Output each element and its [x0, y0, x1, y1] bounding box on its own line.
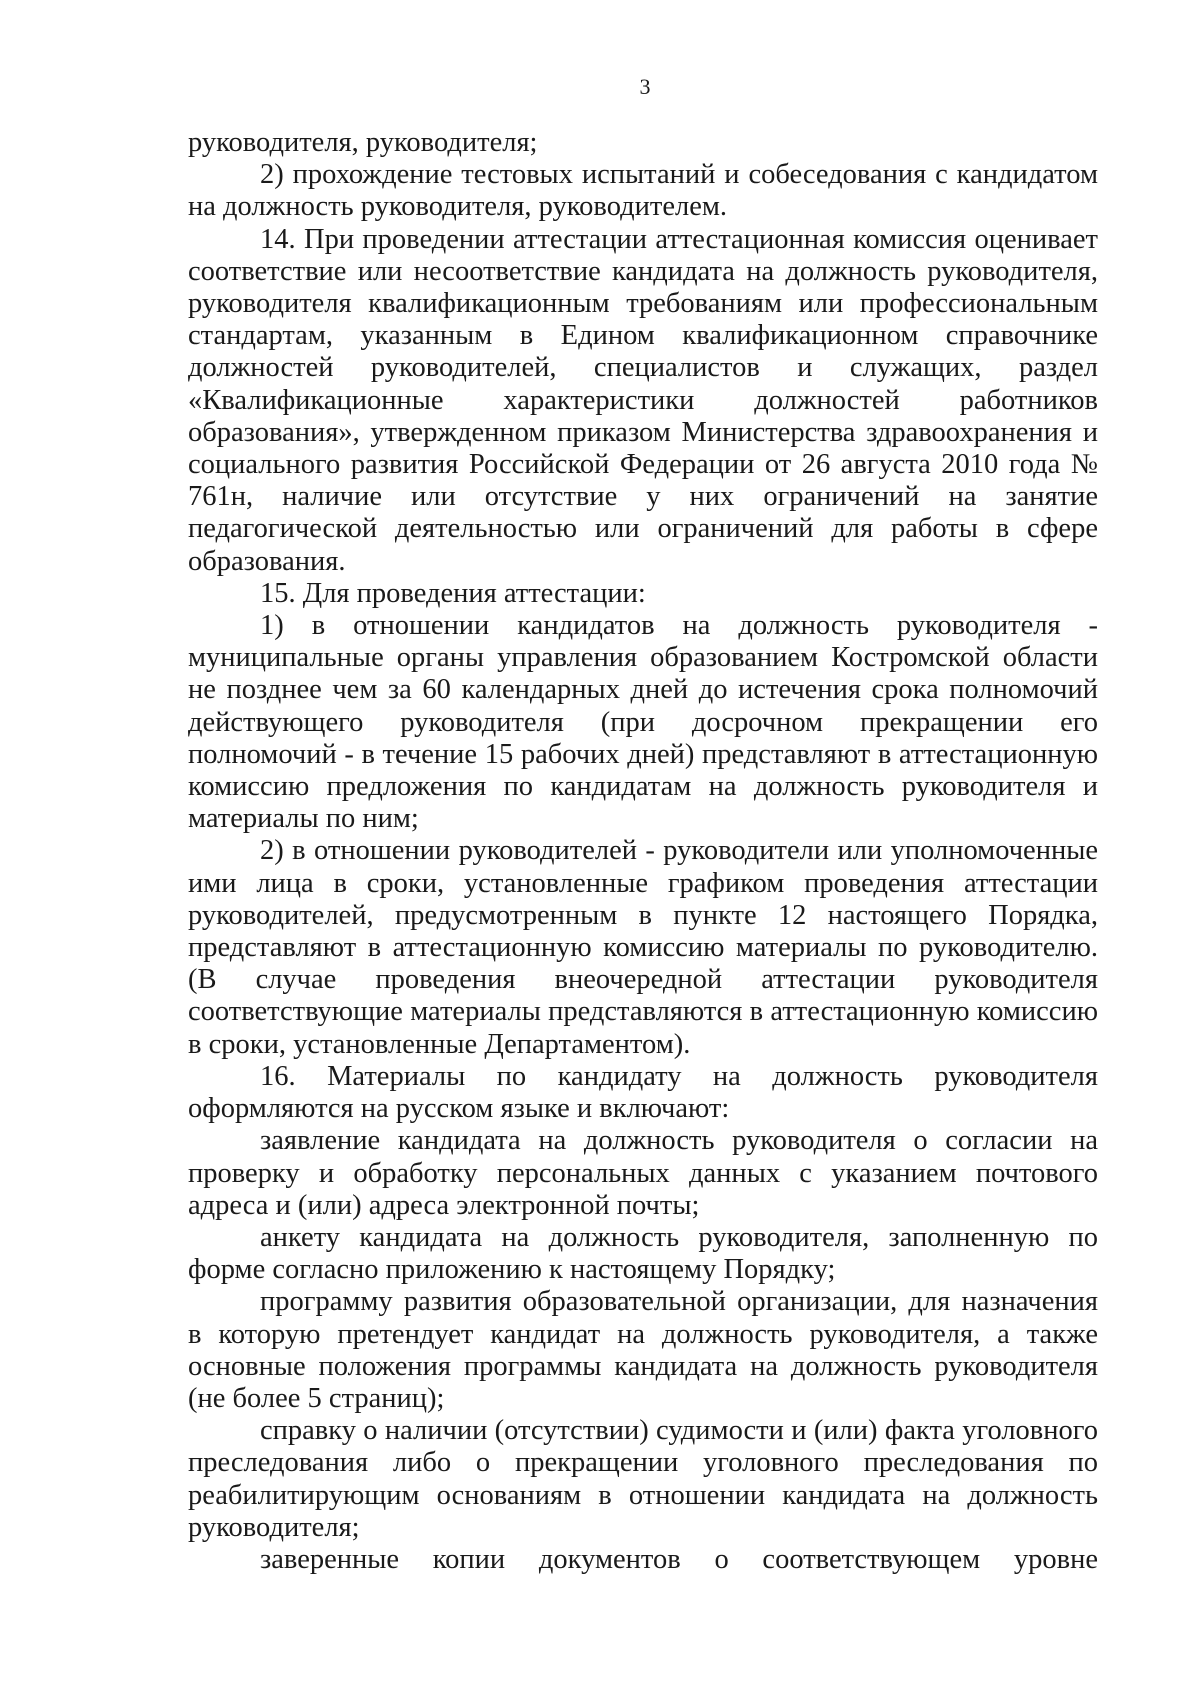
paragraph-15-item-1: 1) в отношении кандидатов на должность руководителя - муниципальные органы управления образованием Костромской области не позднее чем за 60 календарных дней до истечения срока полномочий действующего руководителя (при досрочном прекращении его полномочий - в течение 15 рабочих дней) представляют в аттестационную комиссию предложения по кандидатам на должность руководителя и материалы по ним; — [188, 610, 1098, 835]
paragraph-15: 15. Для проведения аттестации: — [260, 577, 646, 609]
paragraph-16-certified-copies: заверенные копии документов о соответствующем уровне — [260, 1543, 1098, 1575]
document-body — [188, 127, 1098, 1576]
paragraph-14: 14. При проведении аттестации аттестационная комиссия оценивает соответствие или несоответствие кандидата на должность руководителя, руководителя квалификационным требованиям или профессиональным стандартам, указанным в Едином квалификационном справочнике должностей руководителей, специалистов и служащих, раздел «Квалификационные характеристики должностей работников образования», утвержденном приказом Министерства здравоохранения и социального развития Российской Федерации от 26 августа 2010 года № 761н, наличие или отсутствие у них ограничений на занятие педагогической деятельностью или ограничений для работы в сфере образования. — [188, 223, 1098, 577]
paragraph-16-questionnaire: анкету кандидата на должность руководителя, заполненную по форме согласно приложению к настоящему Порядку; — [188, 1221, 1098, 1286]
paragraph-item-2-testing: 2) прохождение тестовых испытаний и собеседования с кандидатом на должность руководителя, руководителем. — [188, 159, 1098, 223]
paragraph-continuation: руководителя, руководителя; — [188, 127, 538, 158]
paragraph-16: 16. Материалы по кандидату на должность руководителя оформляются на русском языке и включают: — [188, 1060, 1098, 1125]
page-number: 3 — [639, 74, 651, 99]
paragraph-16-criminal-record: справку о наличии (отсутствии) судимости и (или) факта уголовного преследования либо о прекращении уголовного преследования по реабилитирующим основаниям в отношении кандидата на должность руководителя; — [188, 1415, 1098, 1543]
paragraph-15-item-2: 2) в отношении руководителей - руководители или уполномоченные ими лица в сроки, установленные графиком проведения аттестации руководителей, предусмотренным в пункте 12 настоящего Порядка, представляют в аттестационную комиссию материалы по руководителю. (В случае проведения внеочередной аттестации руководителя соответствующие материалы представляются в аттестационную комиссию в сроки, установленные Департаментом). — [188, 835, 1098, 1060]
paragraph-16-program: программу развития образовательной организации, для назначения в которую претендует кандидат на должность руководителя, а также основные положения программы кандидата на должность руководителя (не более 5 страниц); — [188, 1286, 1098, 1414]
paragraph-16-application: заявление кандидата на должность руководителя о согласии на проверку и обработку персональных данных с указанием почтового адреса и (или) адреса электронной почты; — [188, 1125, 1098, 1221]
